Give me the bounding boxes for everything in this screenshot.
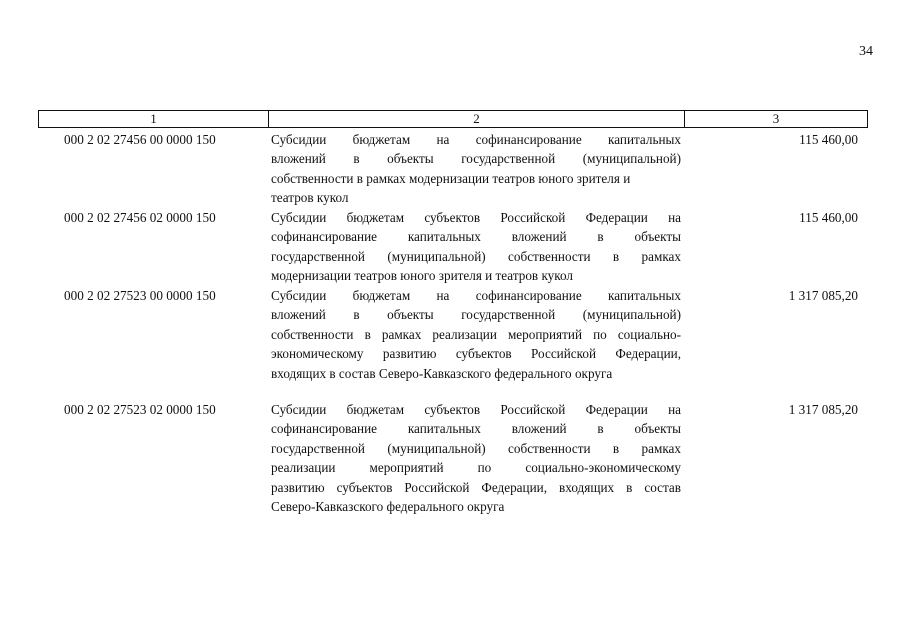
description-line: Субсидии бюджетам на софинансирование капитальных [271, 132, 681, 147]
description-line: входящих в состав Северо-Кавказского федерального округа [271, 365, 613, 381]
table-body [38, 130, 868, 520]
description-line: софинансирование капитальных вложений в объекты [271, 229, 681, 245]
row-description [268, 130, 681, 208]
table-header-row [38, 110, 868, 128]
description-line: вложений в объекты государственной (муниципальной) [271, 151, 681, 167]
budget-code: 000 2 02 27456 02 0000 150 [64, 210, 216, 225]
description-line: экономическому развитию субъектов Российской Федерации, [271, 346, 681, 362]
description-line: развитию субъектов Российской Федерации, входящих в состав [271, 479, 681, 495]
description-line: софинансирование капитальных вложений в объекты [271, 421, 681, 437]
budget-code: 000 2 02 27523 02 0000 150 [64, 402, 216, 417]
header-cell-1: 1 [39, 111, 269, 127]
description-line: государственной (муниципальной) собственности в рамках [271, 248, 681, 264]
row-description [268, 286, 681, 400]
amount: 115 460,00 [799, 132, 858, 147]
budget-code: 000 2 02 27523 00 0000 150 [64, 288, 216, 303]
description-line: собственности в рамках реализации мероприятий по социально- [271, 326, 681, 342]
amount: 1 317 085,20 [788, 402, 858, 417]
description-line: собственности в рамках модернизации театров юного зрителя и [271, 170, 631, 186]
table-row [38, 400, 868, 520]
table-row [38, 130, 868, 208]
description-line: театров кукол [271, 190, 349, 206]
header-cell-3: 3 [772, 111, 780, 126]
row-description [268, 208, 681, 286]
description-line: реализации мероприятий по социально-экономическому [271, 460, 681, 476]
description-line: модернизации театров юного зрителя и театров кукол [271, 268, 574, 284]
budget-code: 000 2 02 27456 00 0000 150 [64, 132, 216, 147]
description-line: государственной (муниципальной) собственности в рамках [271, 440, 681, 456]
description-line: Субсидии бюджетам субъектов Российской Федерации на [271, 210, 681, 225]
page-number: 34 [859, 44, 873, 59]
description-line: Северо-Кавказского федерального округа [271, 499, 505, 515]
description-line: Субсидии бюджетам субъектов Российской Федерации на [271, 402, 681, 417]
table-row [38, 286, 868, 400]
description-line: вложений в объекты государственной (муниципальной) [271, 307, 681, 323]
amount: 115 460,00 [799, 210, 858, 225]
table-row [38, 208, 868, 286]
header-cell-2: 2 [269, 111, 685, 127]
description-line: Субсидии бюджетам на софинансирование капитальных [271, 288, 681, 303]
row-description [268, 400, 681, 520]
amount: 1 317 085,20 [788, 288, 858, 303]
